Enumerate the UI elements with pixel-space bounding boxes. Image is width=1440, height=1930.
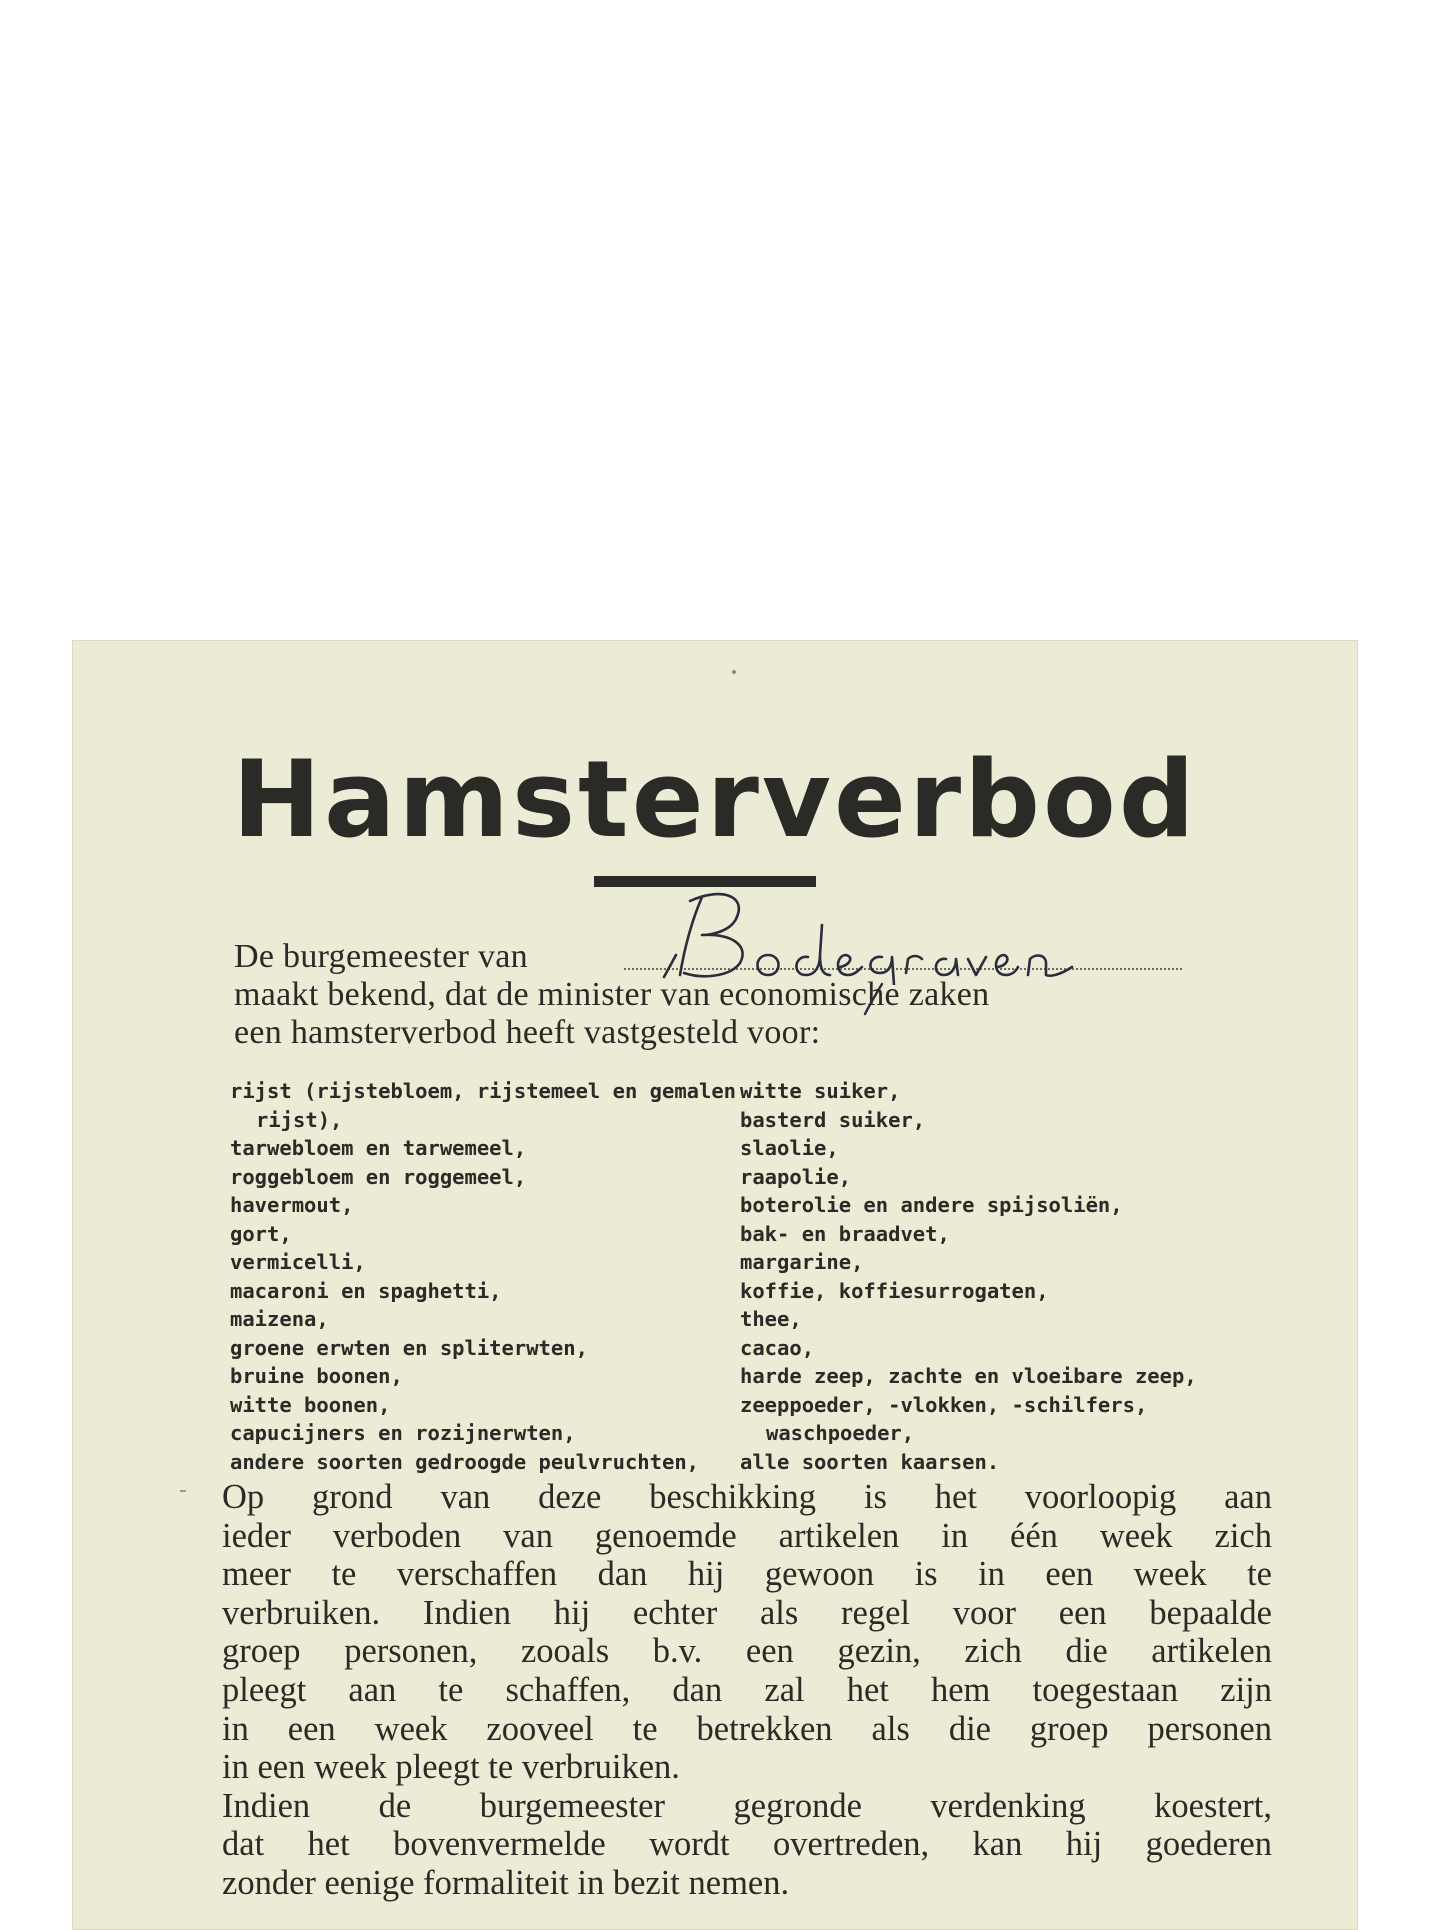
list-item: gort, bbox=[230, 1221, 292, 1246]
intro-line-1: De burgemeester van bbox=[234, 938, 528, 975]
list-item: thee, bbox=[740, 1307, 802, 1331]
body-line: Indien de burgemeester gegronde verdenking koestert, bbox=[222, 1786, 1272, 1825]
goods-list-left bbox=[230, 1077, 770, 1476]
list-item: basterd suiker, bbox=[740, 1107, 926, 1132]
goods-list-right bbox=[740, 1077, 1300, 1476]
handwritten-slash-mark bbox=[862, 982, 886, 1016]
body-line: zonder eenige formaliteit in bezit nemen. bbox=[222, 1863, 790, 1902]
poster-sheet bbox=[72, 640, 1358, 1930]
body-line: dat het bovenvermelde wordt overtreden, kan hij goederen bbox=[222, 1825, 1272, 1864]
list-item: vermicelli, bbox=[230, 1250, 366, 1274]
paper-speck bbox=[180, 1490, 186, 1492]
body-line: pleegt aan te schaffen, dan zal het hem toegestaan zijn bbox=[222, 1670, 1272, 1709]
list-item: margarine, bbox=[740, 1250, 864, 1274]
list-item: roggebloem en roggemeel, bbox=[230, 1164, 527, 1189]
body-line: Op grond van deze beschikking is het voorloopig aan bbox=[222, 1478, 1272, 1516]
list-item: boterolie en andere spijsoliën, bbox=[740, 1193, 1123, 1217]
list-item: cacao, bbox=[740, 1335, 815, 1360]
body-line: in een week pleegt te verbruiken. bbox=[222, 1748, 680, 1787]
list-item: bruine boonen, bbox=[230, 1364, 403, 1388]
body-line: verbruiken. Indien hij echter als regel voor een bepaalde bbox=[222, 1593, 1272, 1632]
body-line: in een week zooveel te betrekken als die groep personen bbox=[222, 1709, 1272, 1748]
list-item: bak- en braadvet, bbox=[740, 1221, 950, 1246]
list-item: maizena, bbox=[230, 1307, 329, 1331]
body-paragraph bbox=[222, 1478, 1272, 1903]
list-item: witte suiker, bbox=[740, 1079, 901, 1103]
list-item: slaolie, bbox=[740, 1136, 839, 1160]
list-item: capucijners en rozijnerwten, bbox=[230, 1421, 576, 1445]
list-item: harde zeep, zachte en vloeibare zeep, bbox=[740, 1364, 1197, 1388]
intro-line-3: een hamsterverbod heeft vastgesteld voor: bbox=[234, 1014, 821, 1051]
list-item: rijst (rijstebloem, rijstemeel en gemalen bbox=[230, 1079, 737, 1103]
list-item: groene erwten en spliterwten, bbox=[230, 1335, 588, 1360]
list-item: koffie, koffiesurrogaten, bbox=[740, 1278, 1049, 1303]
body-line: meer te verschaffen dan hij gewoon is in een week te bbox=[222, 1555, 1272, 1594]
body-line: ieder verboden van genoemde artikelen in één week zich bbox=[222, 1516, 1272, 1555]
list-item: andere soorten gedroogde peulvruchten, bbox=[230, 1449, 699, 1474]
list-item: alle soorten kaarsen. bbox=[740, 1449, 1000, 1474]
list-item: tarwebloem en tarwemeel, bbox=[230, 1136, 527, 1160]
body-line: groep personen, zooals b.v. een gezin, zich die artikelen bbox=[222, 1632, 1272, 1671]
list-item: zeeppoeder, -vlokken, -schilfers, bbox=[740, 1392, 1148, 1417]
intro-line-2: maakt bekend, dat de minister van economische zaken bbox=[234, 976, 990, 1013]
handwritten-municipality-name bbox=[650, 885, 1090, 985]
poster-title: Hamsterverbod bbox=[232, 738, 1198, 861]
list-item: rijst), bbox=[256, 1107, 343, 1132]
list-item: havermout, bbox=[230, 1193, 354, 1217]
list-item: waschpoeder, bbox=[766, 1421, 915, 1445]
list-item: witte boonen, bbox=[230, 1392, 391, 1417]
list-item: raapolie, bbox=[740, 1164, 852, 1189]
paper-speck bbox=[732, 670, 736, 674]
list-item: macaroni en spaghetti, bbox=[230, 1278, 502, 1303]
